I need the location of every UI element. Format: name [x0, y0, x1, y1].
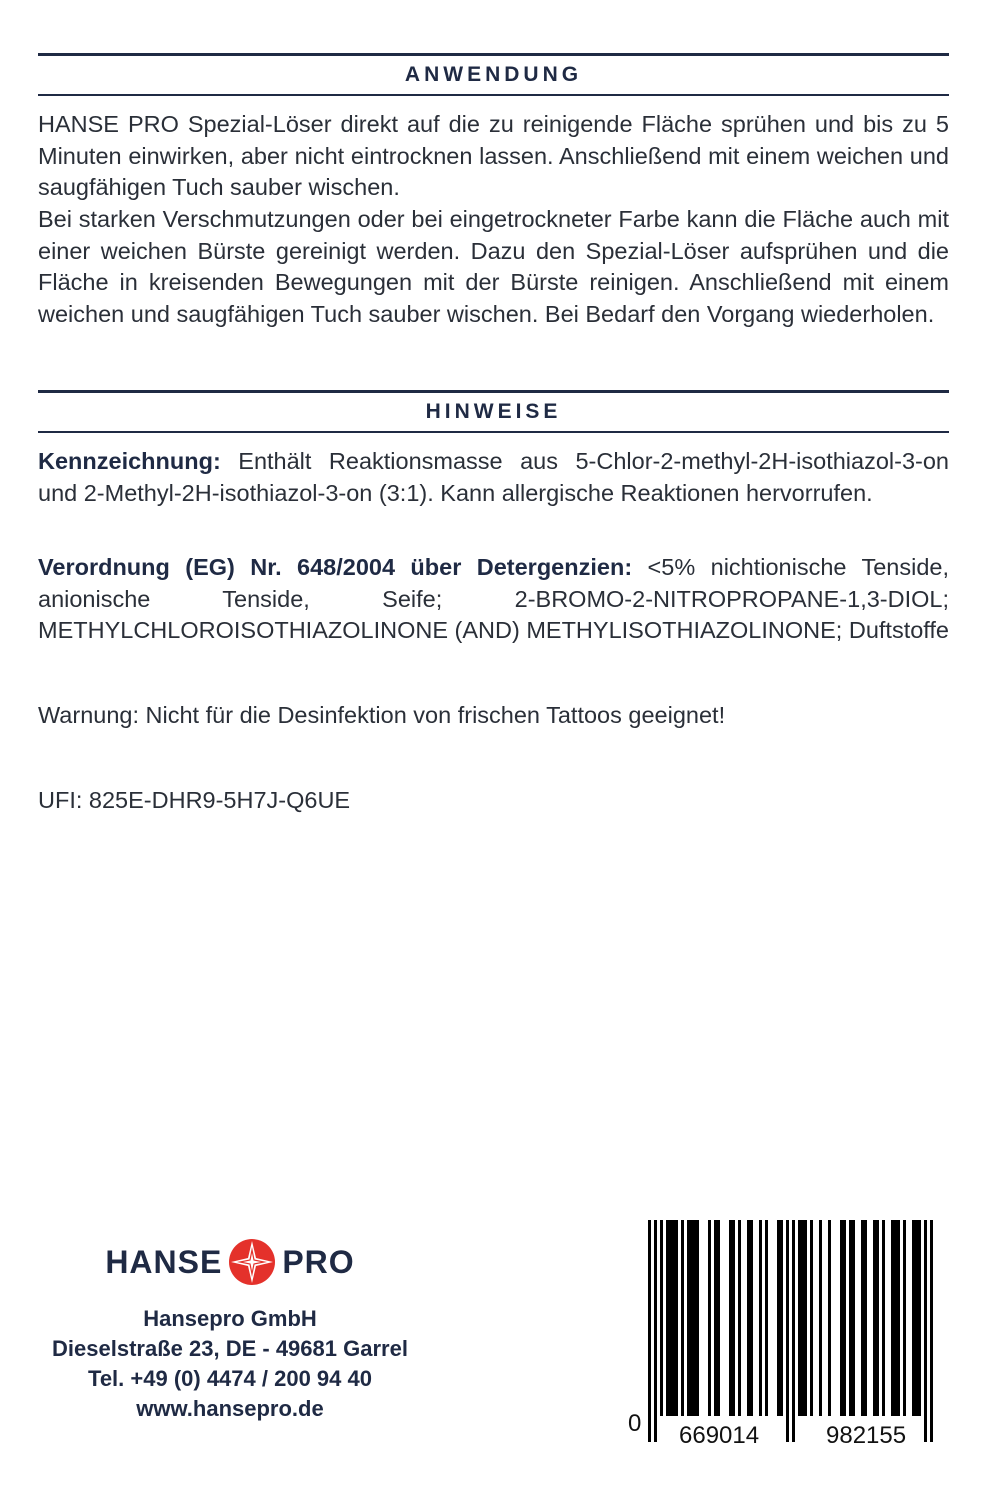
company-street: Dieselstraße 23, DE - 49681 Garrel — [52, 1336, 408, 1361]
barcode-bar — [828, 1220, 831, 1416]
barcode-bar — [750, 1220, 753, 1416]
company-name: Hansepro GmbH — [143, 1306, 317, 1331]
barcode-bar — [687, 1220, 690, 1416]
barcode-bar — [852, 1220, 855, 1416]
header-rule-bottom — [38, 94, 949, 96]
barcode-bar — [876, 1220, 879, 1416]
warnung-text: Warnung: Nicht für die Desinfektion von frischen Tattoos geeignet! — [38, 702, 726, 728]
barcode-bar — [648, 1220, 651, 1442]
barcode-bar — [861, 1220, 864, 1416]
kennzeichnung-text: Enthält Reaktionsmasse aus 5-Chlor-2-methyl-2H-isothiazol-3-on und 2-Methyl-2H-isothiazol-3-on (3:1). Kann allergische Reaktionen hervorrufen. — [38, 448, 949, 506]
anwendung-paragraph-1: HANSE PRO Spezial-Löser direkt auf die zu reinigende Fläche sprühen und bis zu 5 Minuten einwirken, aber nicht eintrocknen lassen. Anschließend mit einem weichen und saugfähigen Tuch sauber wischen. — [38, 111, 949, 201]
barcode-bar — [681, 1220, 684, 1416]
company-phone: Tel. +49 (0) 4474 / 200 94 40 — [88, 1366, 372, 1391]
hinweise-header — [38, 390, 949, 433]
kennzeichnung-label: Kennzeichnung: — [38, 448, 221, 474]
barcode-bar — [696, 1220, 699, 1416]
barcode-bar — [669, 1220, 672, 1416]
barcode-bar — [804, 1220, 807, 1416]
barcode-bar — [666, 1220, 669, 1416]
anwendung-title: ANWENDUNG — [404, 63, 583, 86]
barcode-bar — [660, 1220, 663, 1416]
barcode-bar — [690, 1220, 693, 1416]
barcode-bar — [675, 1220, 678, 1416]
barcode-bar — [843, 1220, 846, 1416]
barcode-bar — [894, 1220, 897, 1416]
barcode-bar — [930, 1220, 933, 1442]
barcode-bar — [912, 1220, 915, 1416]
company-web: www.hansepro.de — [136, 1396, 324, 1421]
barcode-bar — [780, 1220, 783, 1416]
barcode-bar — [717, 1220, 720, 1416]
brand-logo — [105, 1238, 355, 1286]
barcode-bar — [810, 1220, 813, 1416]
barcode-bar — [798, 1220, 801, 1416]
verordnung-text: <5% nichtionische Tenside, anionische Tenside, Seife; 2-BROMO-2-NITROPROPANE-1,3-DIOL; METHYLCHLOROISOTHIAZOLINONE (AND) METHYLISOTHIAZOLINONE; Duftstoffe — [38, 554, 949, 644]
barcode-bar — [897, 1220, 900, 1416]
barcode-bar — [882, 1220, 885, 1416]
barcode-bar — [672, 1220, 675, 1416]
compass-star-icon — [228, 1238, 276, 1286]
verordnung-label: Verordnung (EG) Nr. 648/2004 über Detergenzien: — [38, 554, 633, 580]
barcode-bar — [801, 1220, 804, 1416]
anwendung-header — [38, 53, 949, 96]
barcode-bar — [729, 1220, 732, 1416]
barcode-right-group: 982155 — [826, 1422, 907, 1449]
barcode-bar — [747, 1220, 750, 1416]
verordnung-paragraph — [38, 552, 949, 647]
barcode-bar — [864, 1220, 867, 1416]
barcode-bar — [708, 1220, 711, 1416]
header-rule-bottom — [38, 431, 949, 433]
barcode-bar — [918, 1220, 921, 1416]
hinweise-title: HINWEISE — [425, 400, 562, 423]
ufi-code: UFI: 825E-DHR9-5H7J-Q6UE — [38, 787, 351, 813]
barcode-lead-digit: 0 — [628, 1410, 642, 1437]
barcode-bar — [849, 1220, 852, 1416]
barcode-bar — [915, 1220, 918, 1416]
anwendung-paragraph-2: Bei starken Verschmutzungen oder bei eingetrockneter Farbe kann die Fläche auch mit einer weichen Bürste gereinigt werden. Dazu den Spezial-Löser aufsprühen und die Fläche in kreisenden Bewegungen mit der Bürste reinigen. Anschließend mit einem weichen und saugfähigen Tuch sauber wischen. Bei Bedarf den Vorgang wiederholen. — [38, 206, 949, 328]
kennzeichnung-paragraph — [38, 446, 949, 509]
barcode-bar — [840, 1220, 843, 1416]
barcode-bar — [819, 1220, 822, 1416]
barcode-bar — [786, 1220, 789, 1442]
barcode-left-group: 669014 — [679, 1422, 760, 1449]
barcode-bar — [924, 1220, 927, 1442]
barcode-bar — [903, 1220, 906, 1416]
barcode-bar — [714, 1220, 717, 1416]
brand-right-text: PRO — [282, 1243, 355, 1280]
barcode-bar — [777, 1220, 780, 1416]
company-address — [30, 1304, 430, 1424]
barcode-bar — [759, 1220, 762, 1416]
barcode-bar — [873, 1220, 876, 1416]
barcode-bar — [693, 1220, 696, 1416]
barcode-bar — [738, 1220, 741, 1416]
barcode-bar — [891, 1220, 894, 1416]
barcode-bars — [588, 1220, 948, 1450]
barcode — [588, 1220, 948, 1450]
barcode-bar — [765, 1220, 768, 1416]
barcode-bar — [792, 1220, 795, 1442]
barcode-bar — [732, 1220, 735, 1416]
barcode-bar — [654, 1220, 657, 1442]
brand-left-text: HANSE — [105, 1243, 223, 1280]
